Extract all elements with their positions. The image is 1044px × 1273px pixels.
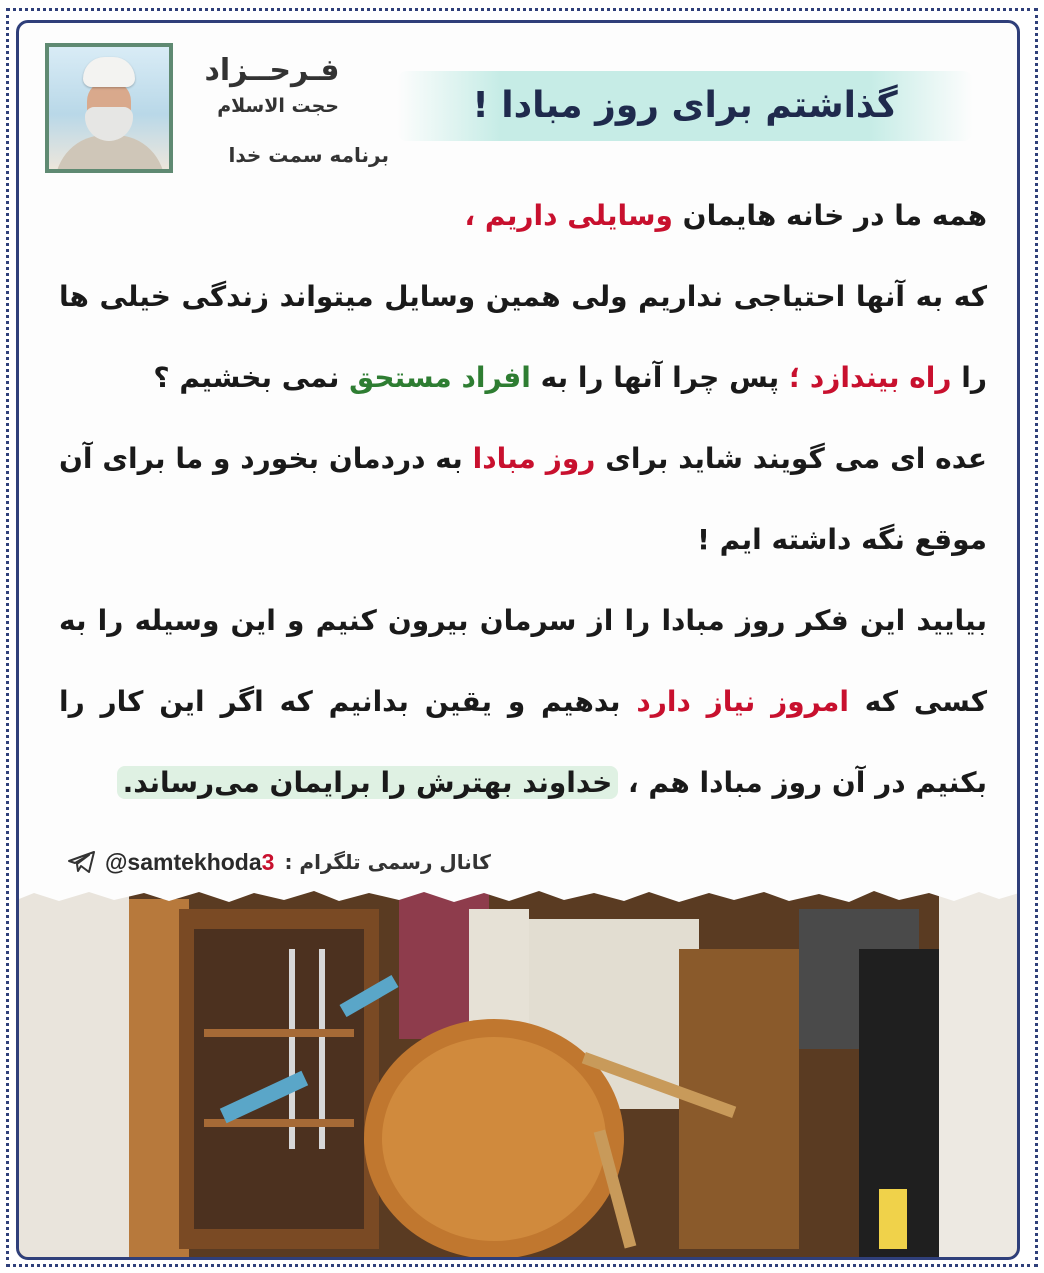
furniture-photo	[19, 889, 1019, 1260]
dotted-border-left	[6, 8, 9, 1267]
dotted-border-right	[1035, 8, 1038, 1267]
telegram-icon	[67, 850, 97, 874]
speaker-rank: حجت الاسلام	[217, 95, 339, 117]
highlight-red: راه بیندازد ؛	[788, 361, 952, 394]
highlight-green: افراد مستحق	[349, 361, 531, 394]
highlight-red: امروز نیاز دارد	[636, 685, 849, 718]
paragraph-4: بیایید این فکر روز مبادا را از سرمان بیرون کنیم و این وسیله را به کسی که امروز نیاز دارد بدهیم و یقین بدانیم که اگر این کار را بکنیم در آن روز مبادا هم ، خداوند بهترش را برایمان می‌رساند.	[59, 604, 988, 799]
torn-paper-edge	[19, 883, 1019, 909]
channel-handle[interactable]: @samtekhoda3	[105, 849, 275, 875]
dotted-border-bottom	[6, 1264, 1038, 1267]
speaker-name: فـرحــزاد	[204, 53, 340, 88]
post-title: گذاشتم برای روز مبادا !	[472, 85, 898, 126]
post-card	[16, 20, 1020, 1260]
channel-label: کانال رسمی تلگرام :	[284, 850, 491, 874]
dotted-border-top	[6, 8, 1038, 11]
program-name: برنامه سمت خدا	[228, 143, 389, 167]
title-band	[397, 71, 973, 141]
highlight-red: وسایلی داریم ،	[464, 199, 673, 232]
speaker-portrait	[45, 43, 173, 173]
paragraph-3: عده ای می گویند شاید برای روز مبادا به دردمان بخورد و ما برای آن موقع نگه داشته ایم !	[59, 442, 988, 556]
telegram-channel[interactable]	[67, 845, 491, 879]
paragraph-1: همه ما در خانه هایمان وسایلی داریم ،	[464, 199, 987, 232]
highlight-box: خداوند بهترش را برایمان می‌رساند.	[117, 766, 619, 799]
post-body	[59, 175, 987, 823]
highlight-red: روز مبادا	[472, 442, 596, 475]
paragraph-2: که به آنها احتیاجی نداریم ولی همین وسایل میتواند زندگی خیلی ها را راه بیندازد ؛ پس چرا آنها را به افراد مستحق نمی بخشیم ؟	[59, 280, 987, 394]
